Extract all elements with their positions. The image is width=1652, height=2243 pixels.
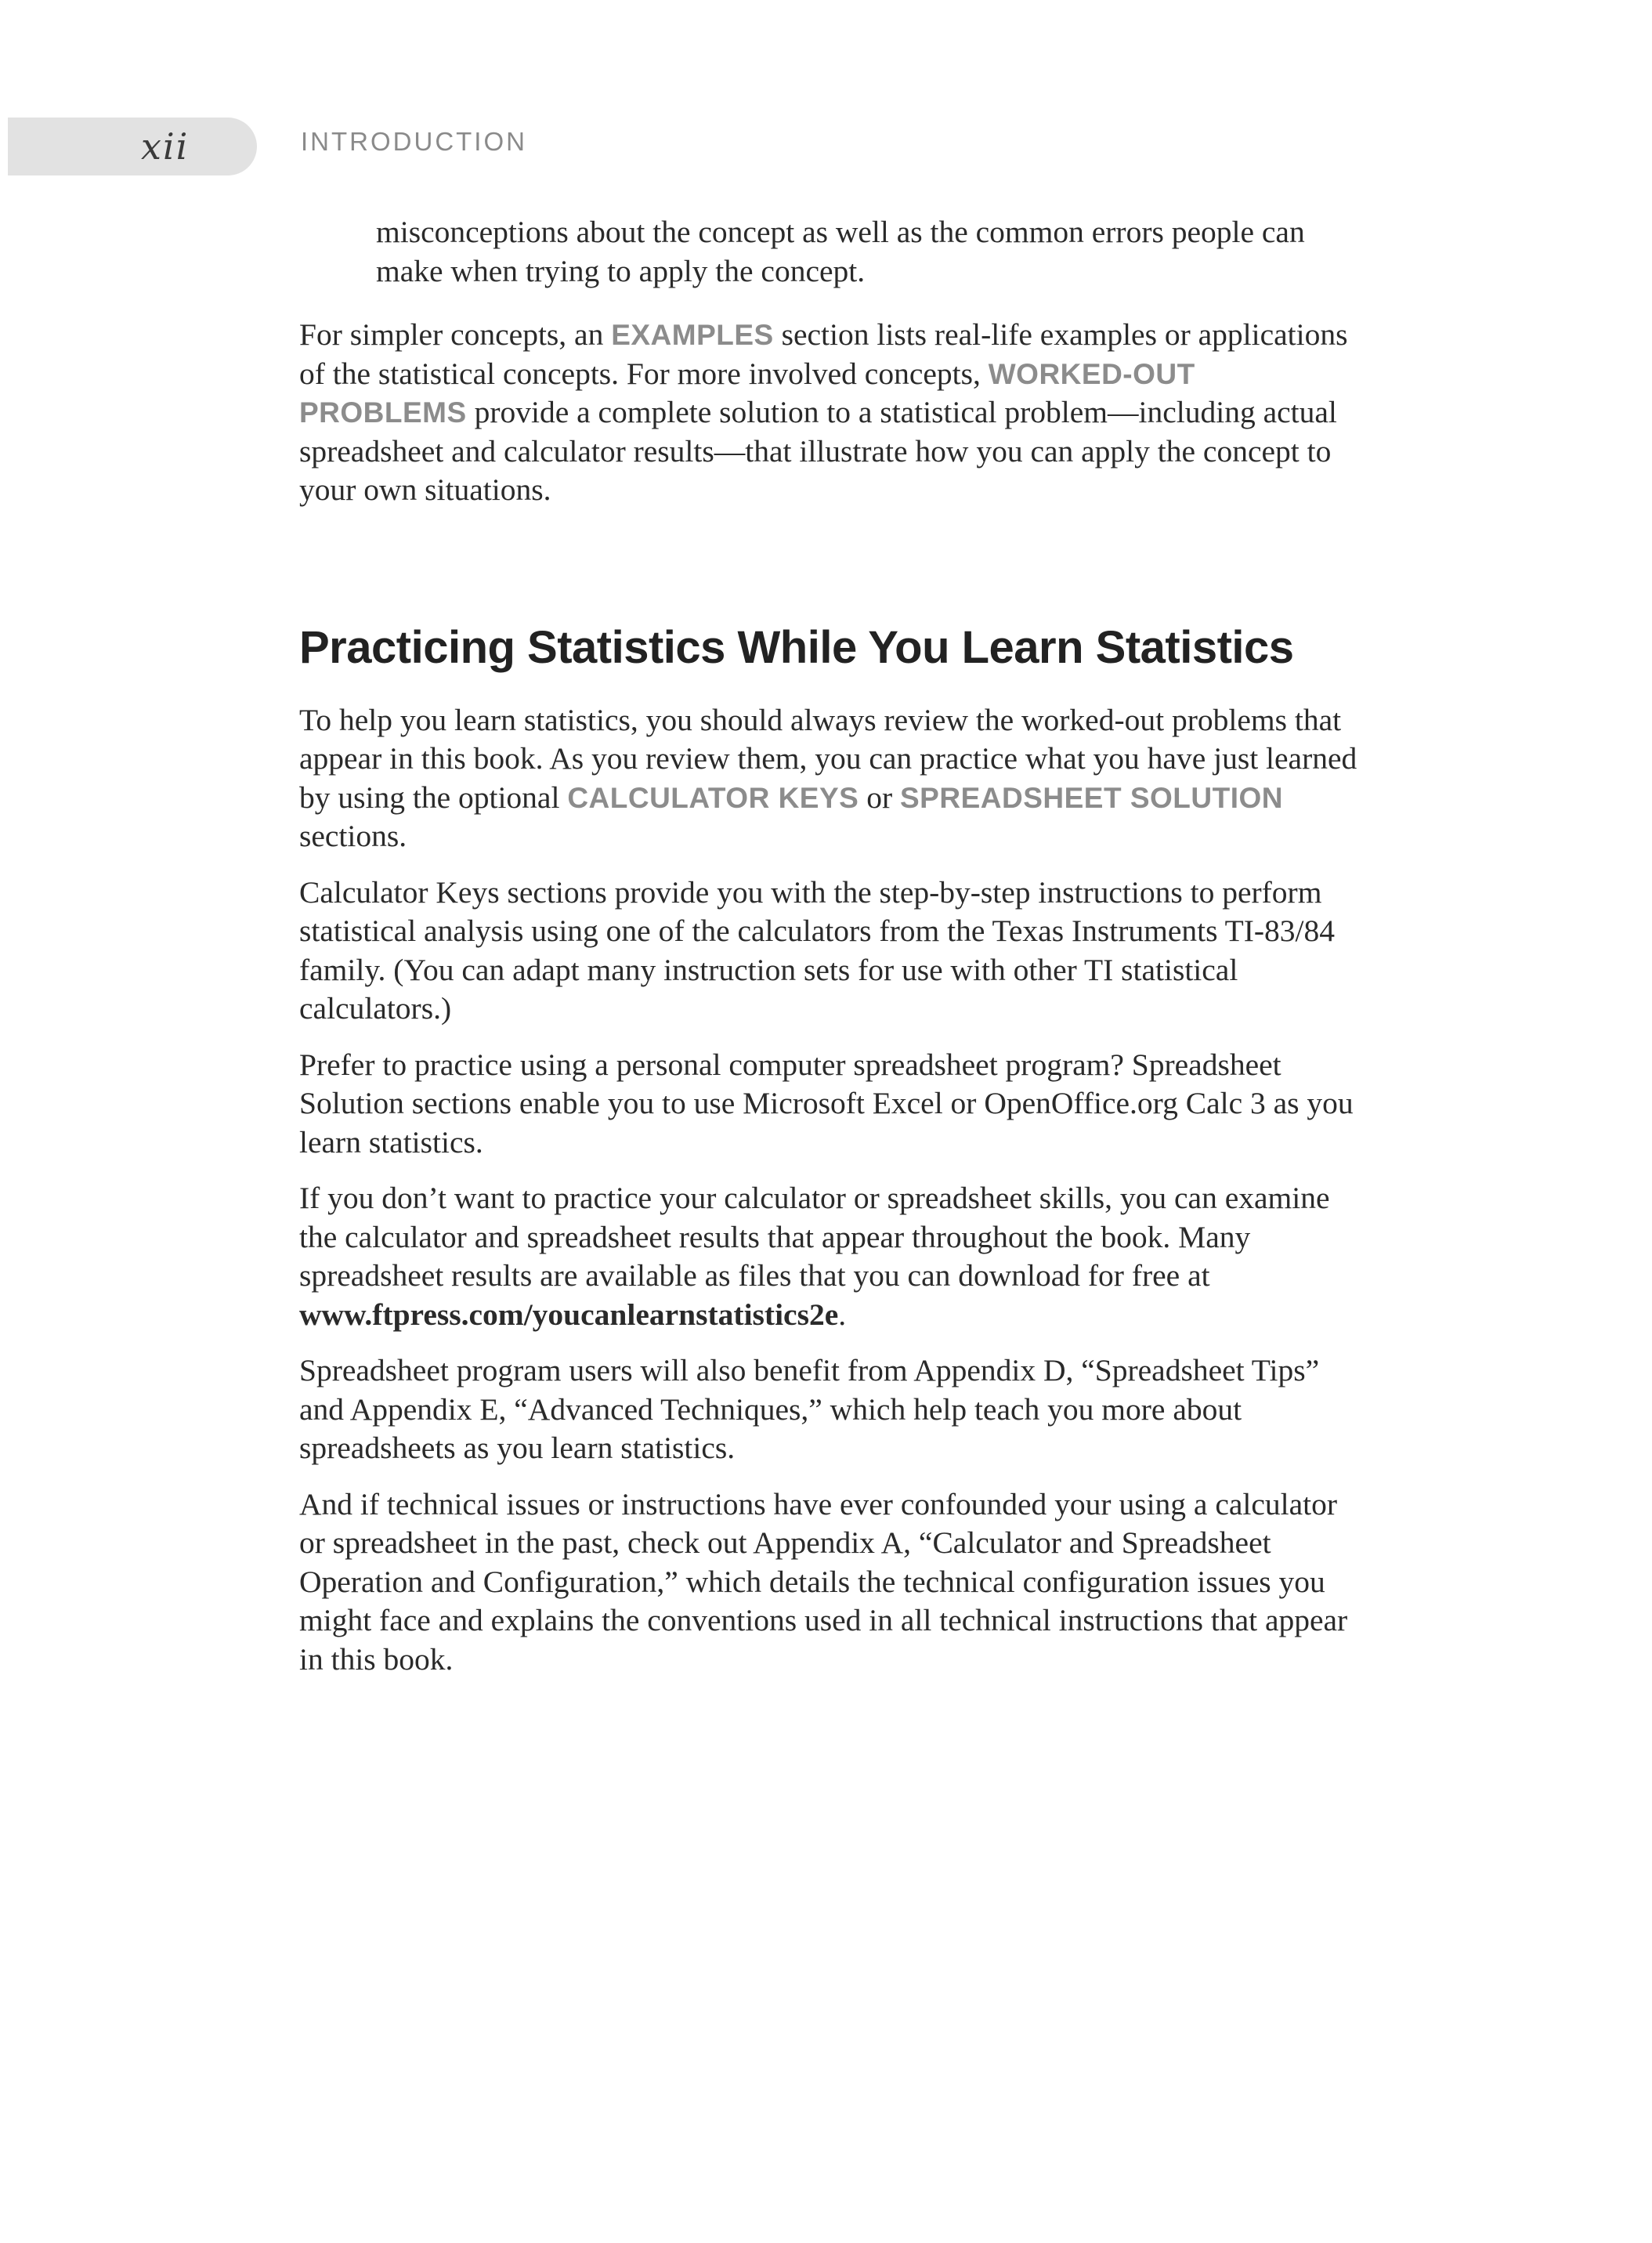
page-number-tab bbox=[8, 118, 257, 175]
calculator-keys-feature-label: CALCULATOR KEYS bbox=[567, 781, 859, 814]
examples-paragraph: For simpler concepts, an EXAMPLES section lists real-life examples or applications of the statistical concepts. For more involved concepts, WORKED-OUT PROBLEMS provide a complete solution to a statistical problem—including actual spreadsheet and calculator results—that illustrate how you can apply the concept to your own situations. bbox=[299, 317, 1348, 507]
page-body bbox=[299, 213, 1365, 1696]
practice-paragraph: To help you learn statistics, you should always review the worked-out problems that appear in this book. As you review them, you can practice what you have just learned by using the optional CALCULATOR KEYS or SPREADSHEET SOLUTION sections. bbox=[299, 702, 1357, 853]
spreadsheet-paragraph: Prefer to practice using a personal computer spreadsheet program? Spreadsheet Solution sections enable you to use Microsoft Excel or OpenOffice.org Calc 3 as you learn statistics. bbox=[299, 1047, 1354, 1159]
spreadsheet-solution-feature-label: SPREADSHEET SOLUTION bbox=[900, 781, 1283, 814]
section-heading: Practicing Statistics While You Learn Statistics bbox=[299, 621, 1294, 673]
download-paragraph: If you don’t want to practice your calculator or spreadsheet skills, you can examine the calculator and spreadsheet results that appear throughout the book. Many spreadsheet results are available as files that you can download for free at www.ftpress.com/youcanlearnstatistics2e. bbox=[299, 1181, 1330, 1332]
appendix-tips-paragraph: Spreadsheet program users will also benefit from Appendix D, “Spreadsheet Tips” and Appendix E, “Advanced Techniques,” which help teach you more about spreadsheets as you learn statistics. bbox=[299, 1353, 1320, 1465]
calculator-keys-paragraph: Calculator Keys sections provide you with the step-by-step instructions to perform statistical analysis using one of the calculators from the Texas Instruments TI-83/84 family. (You can adapt many instruction sets for use with other TI statistical calculators.) bbox=[299, 874, 1336, 1026]
appendix-config-paragraph: And if technical issues or instructions have ever confounded your using a calculator or spreadsheet in the past, check out Appendix A, “Calculator and Spreadsheet Operation and Configuration,” which details the technical configuration issues you might face and explains the conventions used in all technical instructions that appear in this book. bbox=[299, 1486, 1348, 1677]
examples-feature-label: EXAMPLES bbox=[611, 319, 774, 351]
continued-paragraph: misconceptions about the concept as well as the common errors people can make when trying to apply the concept. bbox=[376, 215, 1305, 288]
download-url: www.ftpress.com/youcanlearnstatistics2e bbox=[299, 1297, 839, 1332]
running-head: INTRODUCTION bbox=[301, 127, 527, 156]
worked-out-problems-feature-label: WORKED-OUT PROBLEMS bbox=[299, 357, 1195, 429]
page-number: xii bbox=[141, 125, 190, 168]
